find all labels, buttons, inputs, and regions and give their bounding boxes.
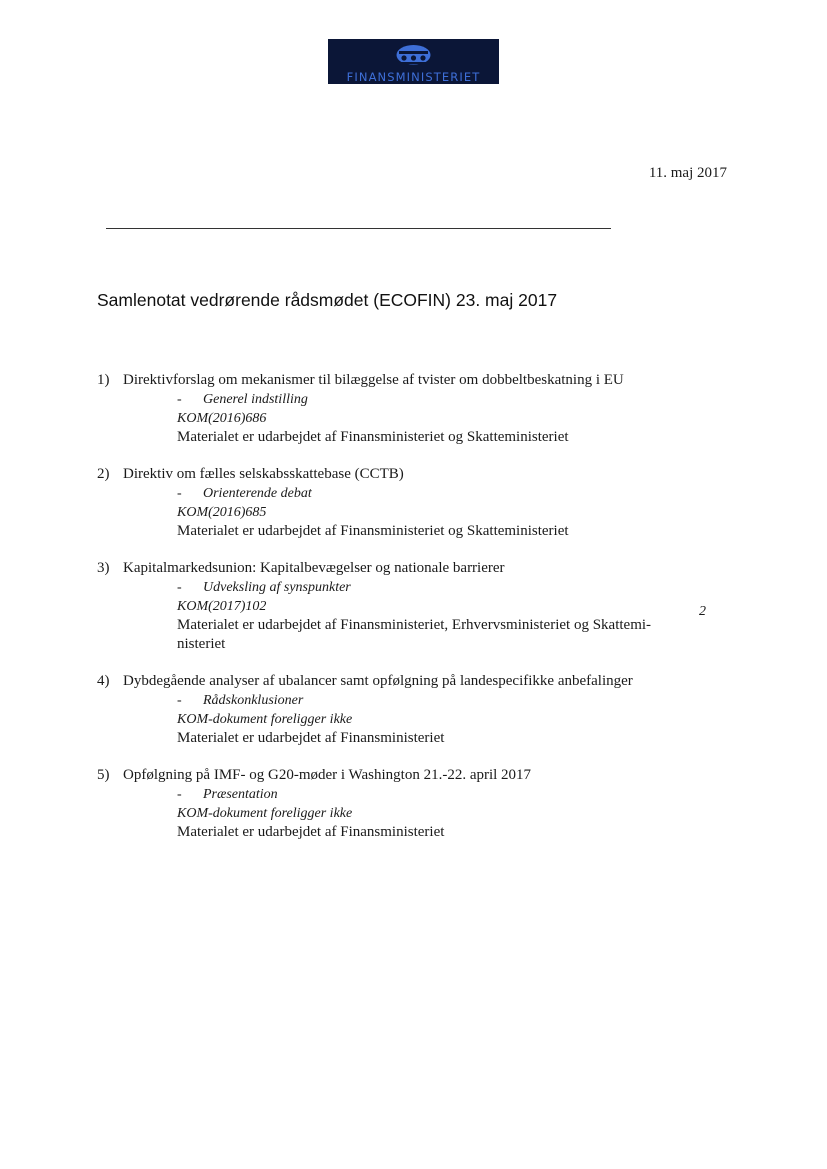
item-material: Materialet er udarbejdet af Finansministeriet [177, 730, 445, 746]
agenda-item [97, 559, 717, 654]
item-type: Præsentation [203, 787, 278, 802]
document-date: 11. maj 2017 [648, 165, 727, 181]
item-title: Dybdegående analyser af ubalancer samt opfølgning på landespecifikke anbefalinger [123, 673, 633, 689]
item-number: 4) [97, 673, 110, 689]
item-material: Materialet er udarbejdet af Finansministeriet, Erhvervsministeriet og Skattemi-nisteriet [177, 617, 652, 652]
agenda-list [97, 371, 717, 860]
item-dash: - [177, 486, 182, 501]
item-type: Generel indstilling [203, 392, 308, 407]
agenda-item [97, 371, 717, 447]
agenda-item [97, 766, 717, 842]
item-material: Materialet er udarbejdet af Finansministeriet [177, 824, 445, 840]
agenda-item [97, 672, 717, 748]
item-dash: - [177, 787, 182, 802]
item-dash: - [177, 693, 182, 708]
item-type: Rådskonklusioner [203, 693, 304, 708]
item-type: Orienterende debat [203, 486, 312, 501]
page-number: 2 [699, 604, 706, 619]
item-reference: KOM(2017)102 [177, 599, 267, 614]
item-number: 3) [97, 560, 110, 576]
document-title: Samlenotat vedrørende rådsmødet (ECOFIN) 23. maj 2017 [97, 290, 558, 310]
item-number: 1) [97, 372, 110, 388]
item-reference: KOM(2016)686 [177, 411, 267, 426]
item-title: Opfølgning på IMF- og G20-møder i Washington 21.-22. april 2017 [123, 767, 532, 783]
item-number: 5) [97, 767, 110, 783]
item-title: Direktivforslag om mekanismer til bilæggelse af tvister om dobbeltbeskatning i EU [123, 372, 624, 388]
item-title: Kapitalmarkedsunion: Kapitalbevægelser og nationale barrierer [123, 560, 505, 576]
item-reference: KOM-dokument foreligger ikke [177, 712, 353, 727]
item-dash: - [177, 580, 182, 595]
item-dash: - [177, 392, 182, 407]
item-type: Udveksling af synspunkter [203, 580, 351, 595]
item-number: 2) [97, 466, 110, 482]
item-material: Materialet er udarbejdet af Finansministeriet og Skatteministeriet [177, 429, 569, 445]
item-title: Direktiv om fælles selskabsskattebase (CCTB) [123, 466, 404, 482]
item-reference: KOM(2016)685 [177, 505, 267, 520]
item-reference: KOM-dokument foreligger ikke [177, 806, 353, 821]
item-material: Materialet er udarbejdet af Finansministeriet og Skatteministeriet [177, 523, 569, 539]
horizontal-divider [106, 228, 611, 229]
logo-wordmark: FINANSMINISTERIET [346, 70, 481, 84]
agenda-item [97, 465, 717, 541]
finansministeriet-logo [328, 39, 499, 84]
